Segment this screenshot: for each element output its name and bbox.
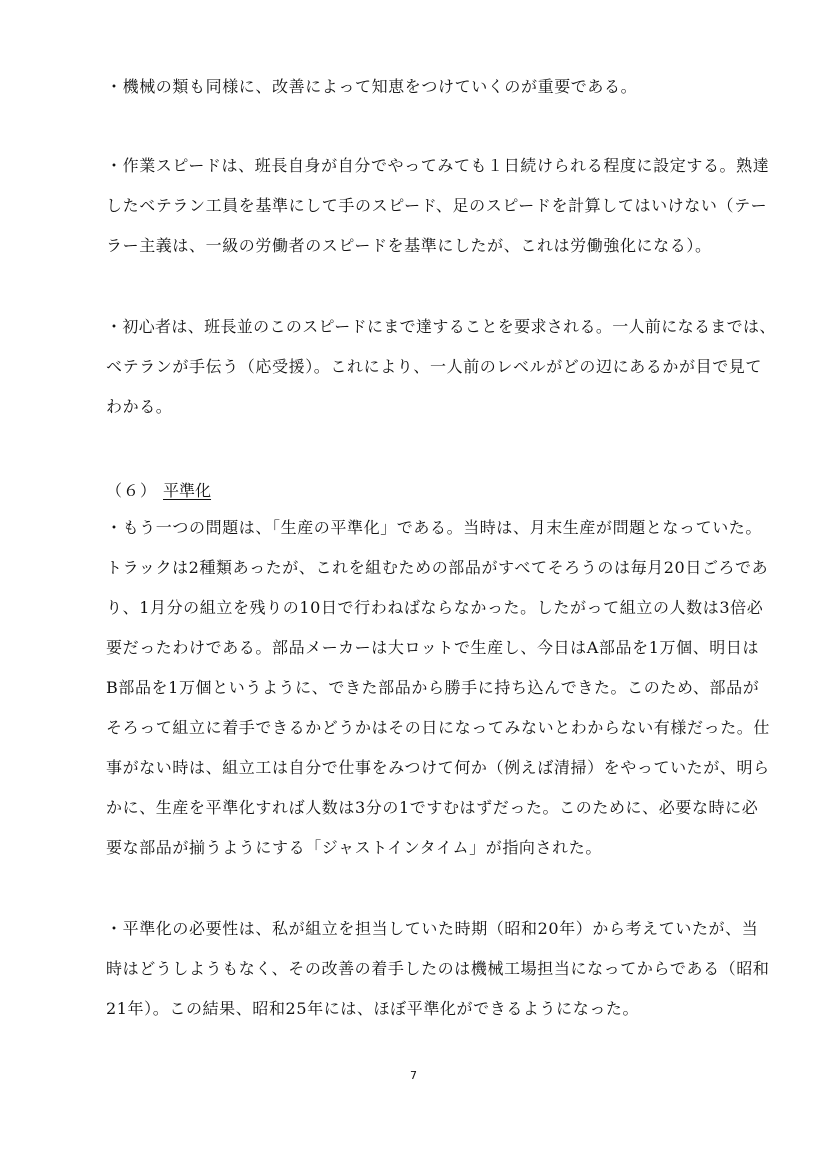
paragraph-line: 要な部品が揃うようにする「ジャストインタイム」が指向された。 xyxy=(106,838,602,857)
paragraph-line: かに、生産を平準化すれば人数は3分の1ですむはずだった。このために、必要な時に必 xyxy=(106,798,759,817)
section-title: 平準化 xyxy=(163,481,212,500)
section-number: （６） xyxy=(106,481,158,500)
paragraph-line: ベテランが手伝う（応受援）。これにより、一人前のレベルがどの辺にあるかが目で見て xyxy=(106,357,763,376)
paragraph-line: 時はどうしようもなく、その改善の着手したのは機械工場担当になってからである（昭和 xyxy=(106,959,770,978)
page-number: 7 xyxy=(410,1069,417,1082)
paragraph-line: B部品を1万個というように、できた部品から勝手に持ち込んできた。このため、部品が xyxy=(106,678,760,697)
paragraph-line: ・平準化の必要性は、私が組立を担当していた時期（昭和20年）から考えていたが、当 xyxy=(106,919,759,938)
paragraph-line: ・作業スピードは、班長自身が自分でやってみても１日続けられる程度に設定する。熟達 xyxy=(106,156,770,175)
paragraph-line: 21年）。この結果、昭和25年には、ほぼ平準化ができるようになった。 xyxy=(106,999,640,1018)
paragraph-line: ・初心者は、班長並のこのスピードにまで達することを要求される。一人前になるまでは、 xyxy=(106,317,776,336)
paragraph-line: そろって組立に着手できるかどうかはその日になってみないとわからない有様だった。仕 xyxy=(106,718,771,737)
paragraph-line: トラックは2種類あったが、これを組むための部品がすべてそろうのは毎月20日ごろであ xyxy=(106,558,769,577)
paragraph-line: 事がない時は、組立工は自分で仕事をみつけて何か（例えば清掃）をやっていたが、明ら xyxy=(106,758,770,777)
paragraph-line: り、1月分の組立を残りの10日で行わねばならなかった。したがって組立の人数は3倍必 xyxy=(106,598,764,617)
section-heading xyxy=(106,481,211,501)
paragraph-line: ・もう一つの問題は、「生産の平準化」である。当時は、月末生産が問題となっていた。 xyxy=(106,518,763,537)
paragraph-line: 要だったわけである。部品メーカーは大ロットで生産し、今日はA部品を1万個、明日は xyxy=(106,638,760,657)
paragraph-line: したベテラン工員を基準にして手のスピード、足のスピードを計算してはいけない（テー xyxy=(106,196,768,215)
paragraph-line: ラー主義は、一級の労働者のスピードを基準にしたが、これは労働強化になる）。 xyxy=(106,236,712,255)
paragraph-line: わかる。 xyxy=(106,397,173,416)
paragraph-line: ・機械の類も同様に、改善によって知恵をつけていくのが重要である。 xyxy=(106,77,638,96)
